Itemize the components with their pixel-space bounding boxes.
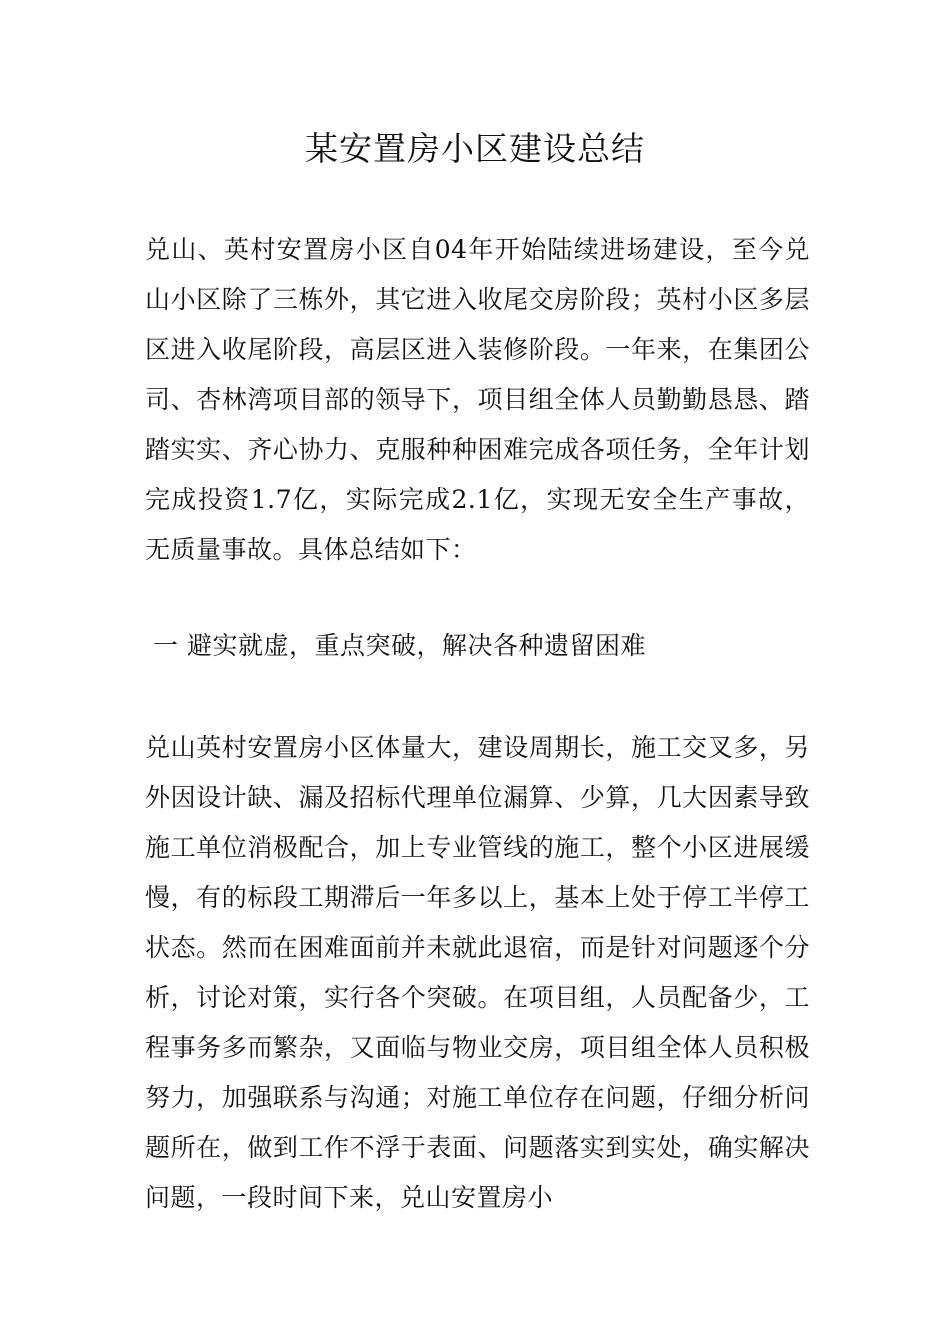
section-heading: 一 避实就虚，重点突破，解决各种遗留困难 (153, 631, 646, 660)
intro-paragraph: 兑山、英村安置房小区自04年开始陆续进场建设，至今兑山小区除了三栋外，其它进入收尾交房阶段；英村小区多层区进入收尾阶段，高层区进入装修阶段。一年来，在集团公司、杏林湾项目部的领导下，项目组全体人员勤勤恳恳、踏踏实实、齐心协力、克服种种困难完成各项任务，全年计划完成投资1.7亿，实际完成2.1亿，实现无安全生产事故，无质量事故。具体总结如下： (145, 235, 810, 564)
document-title: 某安置房小区建设总结 (305, 129, 645, 168)
body-paragraph: 兑山英村安置房小区体量大，建设周期长，施工交叉多，另外因设计缺、漏及招标代理单位漏算、少算，几大因素导致施工单位消极配合，加上专业管线的施工，整个小区进展缓慢，有的标段工期滞后一年多以上，基本上处于停工半停工状态。然而在困难面前并未就此退宿，而是针对问题逐个分析，讨论对策，实行各个突破。在项目组，人员配备少，工程事务多而繁杂，又面临与物业交房，项目组全体人员积极努力，加强联系与沟通；对施工单位存在问题，仔细分析问题所在，做到工作不浮于表面、问题落实到实处，确实解决问题，一段时间下来，兑山安置房小 (145, 733, 810, 1212)
